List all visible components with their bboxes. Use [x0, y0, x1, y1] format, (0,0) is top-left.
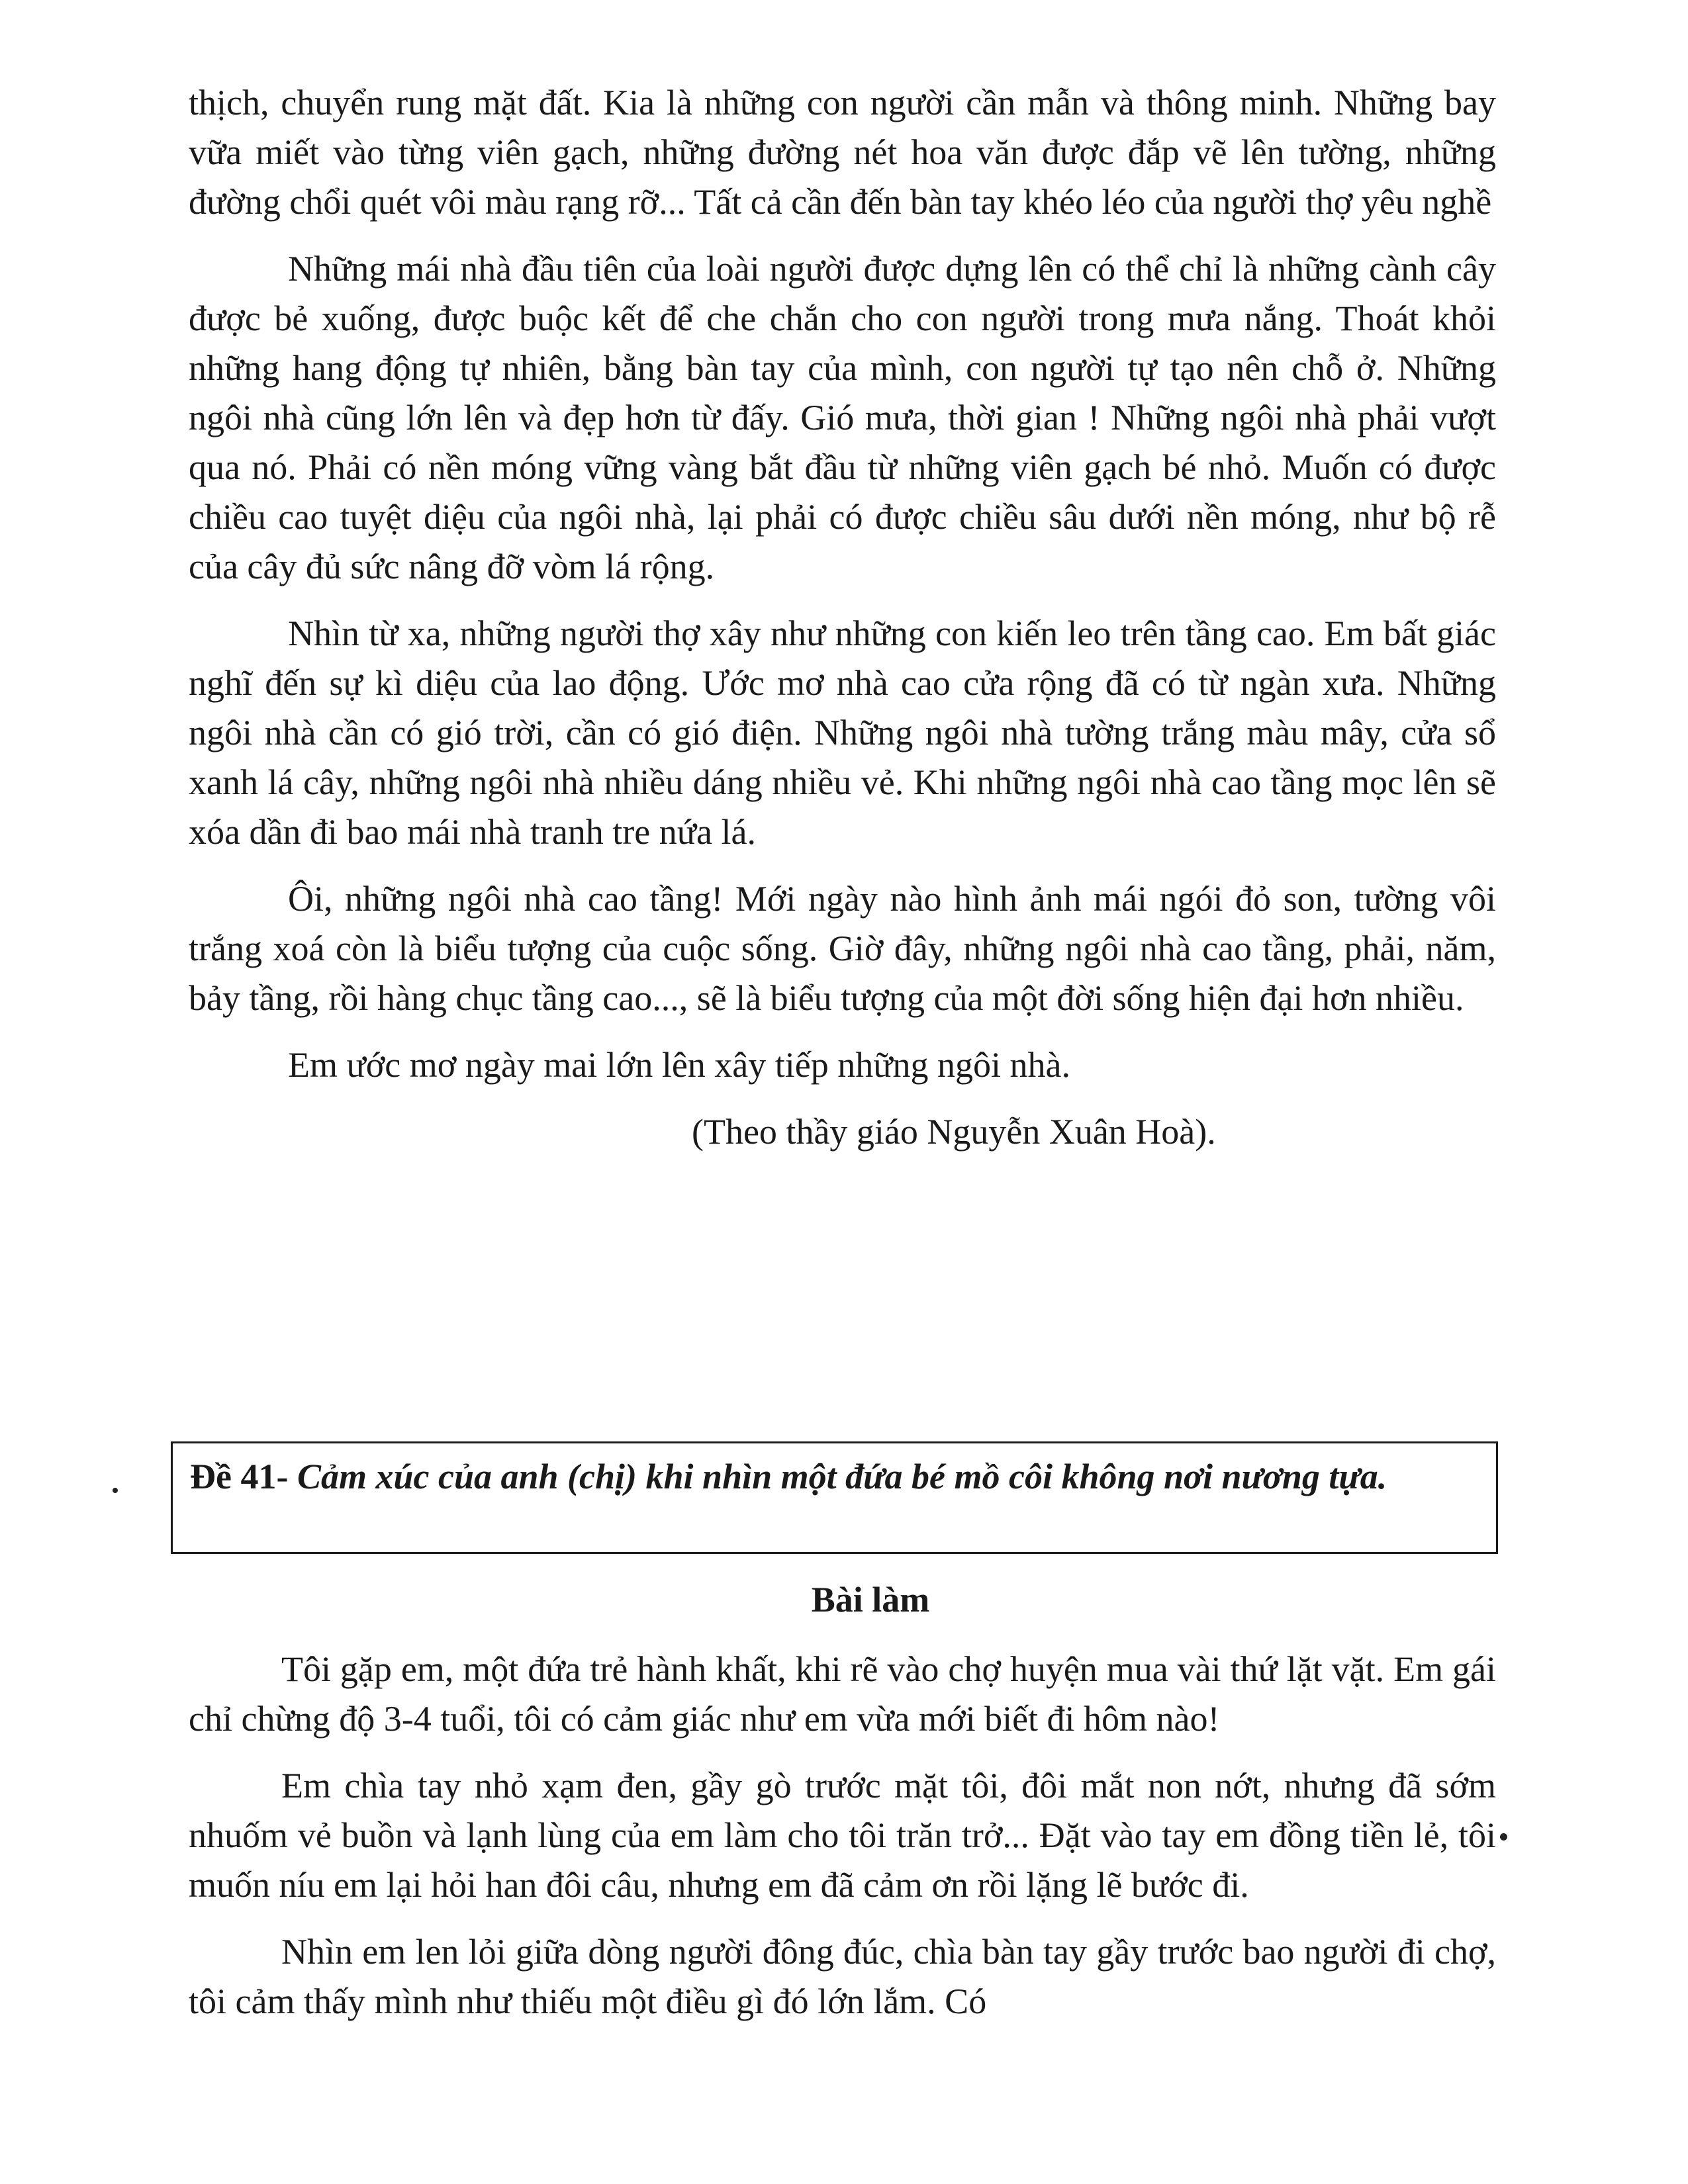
- essay-paragraph-3: Nhìn em len lỏi giữa dòng người đông đúc, chìa bàn tay gầy trước bao người đi chợ, tôi cảm thấy mình như thiếu một điều gì đó lớn lắm. Có: [189, 1932, 1496, 2021]
- passage-paragraph-5: Em ước mơ ngày mai lớn lên xây tiếp những ngôi nhà.: [288, 1045, 1070, 1085]
- essay-paragraph-2: Em chìa tay nhỏ xạm đen, gầy gò trước mặt tôi, đôi mắt non nớt, nhưng đã sớm nhuốm vẻ buồn và lạnh lùng của em làm cho tôi trăn trở... Đặt vào tay em đồng tiền lẻ, tôi muốn níu em lại hỏi han đôi câu, nhưng em đã cảm ơn rồi lặng lẽ bước đi.: [189, 1766, 1496, 1905]
- passage: [189, 78, 1496, 1157]
- passage-paragraph-3: Nhìn từ xa, những người thợ xây như những con kiến leo trên tầng cao. Em bất giác nghĩ đến sự kì diệu của lao động. Ước mơ nhà cao cửa rộng đã có từ ngàn xưa. Những ngôi nhà cần có gió trời, cần có gió điện. Những ngôi nhà tường trắng màu mây, cửa sổ xanh lá cây, những ngôi nhà nhiều dáng nhiều vẻ. Khi những ngôi nhà cao tầng mọc lên sẽ xóa dần đi bao mái nhà tranh tre nứa lá.: [189, 614, 1496, 852]
- scan-speck: [113, 1488, 118, 1493]
- topic-label: Đề 41-: [190, 1457, 289, 1496]
- essay-heading: Bài làm: [811, 1580, 930, 1619]
- topic-text: Cảm xúc của anh (chị) khi nhìn một đứa bé mồ côi không nơi nương tựa.: [297, 1457, 1387, 1496]
- attribution: (Theo thầy giáo Nguyễn Xuân Hoà).: [692, 1112, 1216, 1152]
- scan-speck: [1500, 1833, 1507, 1841]
- passage-paragraph-2: Những mái nhà đầu tiên của loài người được dựng lên có thể chỉ là những cành cây được bẻ xuống, được buộc kết để che chắn cho con người trong mưa nắng. Thoát khỏi những hang động tự nhiên, bằng bàn tay của mình, con người tự tạo nên chỗ ở. Những ngôi nhà cũng lớn lên và đẹp hơn từ đấy. Gió mưa, thời gian ! Những ngôi nhà phải vượt qua nó. Phải có nền móng vững vàng bắt đầu từ những viên gạch bé nhỏ. Muốn có được chiều cao tuyệt diệu của ngôi nhà, lại phải có được chiều sâu dưới nền móng, như bộ rễ của cây đủ sức nâng đỡ vòm lá rộng.: [189, 249, 1496, 586]
- topic-box: [171, 1441, 1498, 1554]
- essay: [189, 1645, 1496, 2044]
- passage-paragraph-4: Ôi, những ngôi nhà cao tầng! Mới ngày nào hình ảnh mái ngói đỏ son, tường vôi trắng xoá còn là biểu tượng của cuộc sống. Giờ đây, những ngôi nhà cao tầng, phải, năm, bảy tầng, rồi hàng chục tầng cao..., sẽ là biểu tượng của một đời sống hiện đại hơn nhiều.: [189, 879, 1496, 1018]
- passage-paragraph-1: thịch, chuyển rung mặt đất. Kia là những con người cần mẫn và thông minh. Những bay vữa miết vào từng viên gạch, những đường nét hoa văn được đắp vẽ lên tường, những đường chổi quét vôi màu rạng rỡ... Tất cả cần đến bàn tay khéo léo của người thợ yêu nghề: [189, 83, 1496, 222]
- essay-paragraph-1: Tôi gặp em, một đứa trẻ hành khất, khi rẽ vào chợ huyện mua vài thứ lặt vặt. Em gái chỉ chừng độ 3-4 tuổi, tôi có cảm giác như em vừa mới biết đi hôm nào!: [189, 1649, 1496, 1739]
